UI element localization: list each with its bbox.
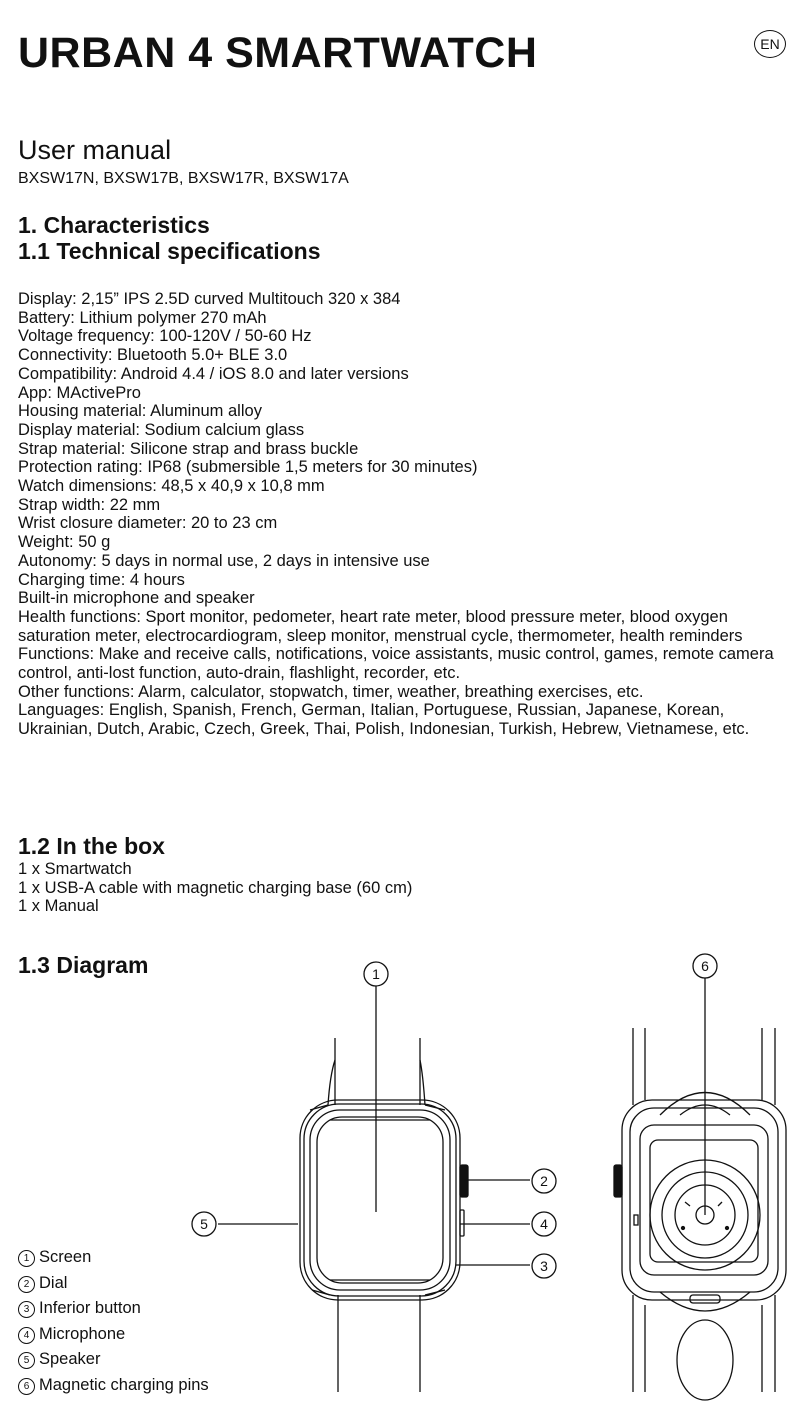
box-item: 1 x Manual (18, 897, 99, 916)
document-title: URBAN 4 SMARTWATCH (18, 29, 538, 77)
spec-item: Compatibility: Android 4.4 / iOS 8.0 and later versions (18, 364, 409, 383)
spec-item: Languages: English, Spanish, French, German, Italian, Portuguese, Russian, Japanese, Korean, Ukrainian, Dutch, Arabic, Czech, Greek, Thai, Polish, Indonesian, Turkish, Hebrew, Vietnamese, etc. (18, 701, 750, 739)
spec-item: Voltage frequency: 100-120V / 50-60 Hz (18, 327, 312, 346)
box-item: 1 x Smartwatch (18, 860, 132, 878)
callout-number-3: 3 (540, 1258, 548, 1274)
back-watch-illustration (614, 1028, 786, 1400)
spec-item: Wrist closure diameter: 20 to 23 cm (18, 514, 278, 533)
diagram-legend (18, 1245, 209, 1398)
legend-item (18, 1271, 209, 1297)
legend-label: Dial (39, 1273, 68, 1292)
spec-item: Strap material: Silicone strap and brass buckle (18, 439, 359, 458)
model-numbers: BXSW17N, BXSW17B, BXSW17R, BXSW17A (18, 170, 349, 187)
spec-item: Other functions: Alarm, calculator, stopwatch, timer, weather, breathing exercises, etc. (18, 682, 644, 701)
legend-label: Microphone (39, 1324, 126, 1343)
legend-label: Magnetic charging pins (39, 1375, 209, 1394)
box-item: 1 x USB-A cable with magnetic charging base (60 cm) (18, 878, 413, 897)
subtitle: User manual (18, 135, 172, 165)
section-heading-characteristics: 1. Characteristics (18, 212, 210, 238)
spec-item: Autonomy: 5 days in normal use, 2 days in intensive use (18, 551, 430, 570)
spec-item: Functions: Make and receive calls, notifications, voice assistants, music control, games, remote camera control, anti-lost function, auto-drain, flashlight, recorder, etc. (18, 645, 774, 683)
spec-item: Housing material: Aluminum alloy (18, 402, 262, 421)
callout-number-4: 4 (540, 1216, 548, 1232)
callout-number-1: 1 (372, 966, 380, 982)
legend-number: 3 (18, 1301, 35, 1318)
legend-number: 1 (18, 1250, 35, 1267)
spec-item: Protection rating: IP68 (submersible 1,5 meters for 30 minutes) (18, 458, 478, 477)
legend-item (18, 1322, 209, 1348)
legend-item (18, 1296, 209, 1322)
section-heading-diagram: 1.3 Diagram (18, 952, 149, 978)
legend-label: Speaker (39, 1350, 101, 1368)
spec-item: Connectivity: Bluetooth 5.0+ BLE 3.0 (18, 346, 288, 365)
spec-item: Watch dimensions: 48,5 x 40,9 x 10,8 mm (18, 477, 325, 496)
legend-label: Inferior button (39, 1299, 141, 1317)
legend-item (18, 1373, 209, 1399)
box-contents-list (18, 860, 412, 916)
spec-item: Weight: 50 g (18, 533, 111, 552)
callout-number-6: 6 (701, 958, 709, 974)
spec-item: Built-in microphone and speaker (18, 589, 255, 608)
spec-item: Display material: Sodium calcium glass (18, 420, 305, 439)
spec-item: App: MActivePro (18, 383, 141, 402)
spec-item: Battery: Lithium polymer 270 mAh (18, 308, 267, 327)
spec-item: Health functions: Sport monitor, pedometer, heart rate meter, blood pressure meter, blood oxygen saturation meter, electrocardiogram, sleep monitor, menstrual cycle, thermometer, health reminders (18, 607, 743, 645)
legend-number: 6 (18, 1378, 35, 1395)
legend-label: Screen (39, 1248, 92, 1266)
section-heading-in-the-box: 1.2 In the box (18, 833, 165, 859)
section-heading-technical-specs: 1.1 Technical specifications (18, 238, 321, 264)
legend-number: 5 (18, 1352, 35, 1369)
front-watch-illustration (300, 1038, 468, 1392)
spec-item: Charging time: 4 hours (18, 570, 185, 589)
legend-item (18, 1347, 209, 1373)
callout-number-5: 5 (200, 1216, 208, 1232)
legend-number: 4 (18, 1327, 35, 1344)
legend-item (18, 1245, 209, 1271)
legend-number: 2 (18, 1276, 35, 1293)
spec-item: Display: 2,15” IPS 2.5D curved Multitouch 320 x 384 (18, 290, 401, 308)
language-badge: EN (754, 30, 786, 58)
spec-item: Strap width: 22 mm (18, 495, 161, 514)
callout-number-2: 2 (540, 1173, 548, 1189)
specs-list (18, 290, 798, 739)
